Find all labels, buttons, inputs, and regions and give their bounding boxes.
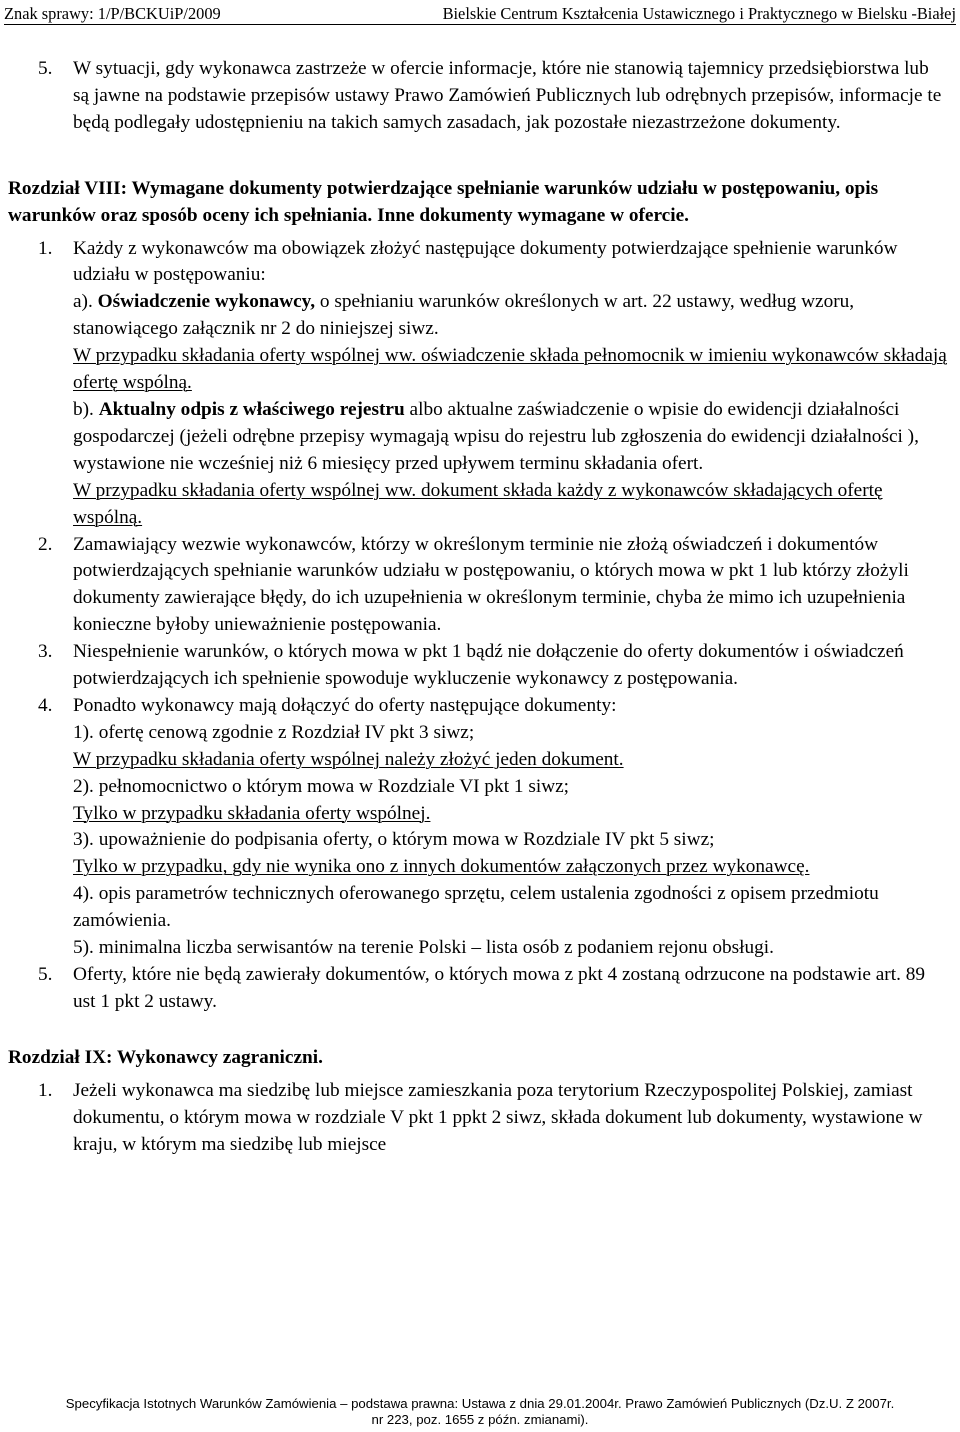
chapter-8-item-5 [8, 962, 948, 1016]
subitem-4: 4). opis parametrów technicznych oferowanego sprzętu, celem ustalenia zgodności z opisem przedmiotu zamówienia. [73, 883, 879, 932]
item-text: Jeżeli wykonawca ma siedzibę lub miejsce zamieszkania poza terytorium Rzeczypospolitej Polskiej, zamiast dokumentu, o którym mowa w rozdziale V pkt 1 ppkt 2 siwz, składa dokument lub dokumenty, wystawione w kraju, w którym ma siedzibę lub miejsce [73, 1079, 923, 1155]
subitem-2: 2). pełnomocnictwo o którym mowa w Rozdziale VI pkt 1 siwz; [73, 775, 570, 797]
chapter-9-heading: Rozdział IX: Wykonawcy zagraniczni. [8, 1046, 323, 1068]
item-number: 1. [38, 1079, 53, 1101]
subitem-1: 1). ofertę cenową zgodnie z Rozdział IV pkt 3 siwz; [73, 721, 475, 743]
subitem-label: a). [73, 291, 98, 313]
chapter-8-item-4 [8, 693, 948, 962]
document-body [8, 56, 948, 1158]
subitem-3: 3). upoważnienie do podpisania oferty, o którym mowa w Rozdziale IV pkt 5 siwz; [73, 829, 715, 851]
subitem-2-note: Tylko w przypadku składania oferty wspólnej. [73, 802, 431, 824]
item-text: W sytuacji, gdy wykonawca zastrzeże w ofercie informacje, które nie stanowią tajemnicy przedsiębiorstwa lub są jawne na podstawie przepisów ustawy Prawo Zamówień Publicznych lub odrębnych przepisów, informacje te będą podlegały udostępnieniu na takich samych zasadach, jak pozostałe niezastrzeżone dokumenty. [73, 58, 942, 133]
item-text: Każdy z wykonawców ma obowiązek złożyć następujące dokumenty potwierdzające spełnienie warunków udziału w postępowaniu: [73, 237, 898, 286]
chapter-8-item-3 [8, 639, 948, 693]
subitem-b-note: W przypadku składania oferty wspólnej ww. dokument składa każdy z wykonawców składających ofertę wspólną. [73, 479, 883, 528]
subitem-b [73, 397, 948, 478]
subitem-a [73, 289, 948, 343]
item-text: Niespełnienie warunków, o których mowa w pkt 1 bądź nie dołączenie do oferty dokumentów i oświadczeń potwierdzających ich spełnienie spowoduje wykluczenie wykonawcy z postępowania. [73, 641, 904, 690]
item-text: Zamawiający wezwie wykonawców, którzy w określonym terminie nie złożą oświadczeń i dokumentów potwierdzających spełnianie warunków udziału w postępowaniu, o których mowa w pkt 1 lub którzy złożyli dokumenty zawierające błędy, do ich uzupełnienia w określonym terminie, chyba że mimo ich uzupełnienia konieczne byłoby unieważnienie postępowania. [73, 533, 909, 636]
chapter-8-item-2 [8, 532, 948, 640]
subitem-text: albo aktualne zaświadczenie o wpisie do ewidencji działalności gospodarczej (jeżeli odrębne przepisy wymagają wpisu do rejestru lub zgłoszenia do ewidencji działalności ), wystawione nie wcześniej niż 6 miesięcy przed upływem terminu składania ofert. [73, 398, 919, 474]
item-number: 5. [38, 58, 53, 79]
institution-name: Bielskie Centrum Kształcenia Ustawicznego i Praktycznego w Bielsku -Białej [442, 4, 956, 23]
item-number: 2. [38, 533, 53, 555]
subitem-bold: Aktualny odpis z właściwego rejestru [98, 398, 405, 420]
subitem-5: 5). minimalna liczba serwisantów na terenie Polski – lista osób z podaniem rejonu obsługi. [73, 937, 774, 959]
item-number: 3. [38, 641, 53, 663]
subitem-text: o spełnianiu warunków określonych w art. 22 ustawy, według wzoru, stanowiącego załącznik nr 2 do niniejszej siwz. [73, 291, 855, 340]
item-number: 1. [38, 237, 53, 259]
subitem-label: b). [73, 398, 99, 420]
page-header [4, 2, 956, 25]
item-number: 4. [38, 694, 53, 716]
item-text: Oferty, które nie będą zawierały dokumentów, o których mowa z pkt 4 zostaną odrzucone na podstawie art. 89 ust 1 pkt 2 ustawy. [73, 964, 926, 1012]
case-number: Znak sprawy: 1/P/BCKUiP/2009 [4, 4, 221, 23]
footer-line-2: nr 223, poz. 1655 z późn. zmianami). [371, 1412, 589, 1427]
item-text: Ponadto wykonawcy mają dołączyć do oferty następujące dokumenty: [73, 694, 617, 716]
subitem-bold: Oświadczenie wykonawcy, [97, 291, 316, 313]
subitem-3-note: Tylko w przypadku, gdy nie wynika ono z innych dokumentów załączonych przez wykonawcę. [73, 856, 810, 878]
page-footer [0, 1396, 960, 1428]
subitem-1-note: W przypadku składania oferty wspólnej należy złożyć jeden dokument. [73, 748, 624, 770]
chapter-8-item-1 [8, 236, 948, 532]
chapter-9-item-1 [8, 1078, 948, 1159]
chapter-8-heading [8, 176, 948, 230]
footer-line-1: Specyfikacja Istotnych Warunków Zamówienia – podstawa prawna: Ustawa z dnia 29.01.2004r. Prawo Zamówień Publicznych (Dz.U. Z 2007r. [65, 1396, 895, 1411]
chapter-8-title-continued: Inne dokumenty wymagane w ofercie. [372, 204, 689, 226]
intro-item-5 [8, 56, 948, 137]
item-number: 5. [38, 964, 53, 985]
subitem-a-note: W przypadku składania oferty wspólnej ww. oświadczenie składa pełnomocnik w imieniu wykonawców składają ofertę wspólną. [73, 345, 947, 394]
chapter-8-title: Rozdział VIII: Wymagane dokumenty potwierdzające spełnianie warunków udziału w postępowaniu, opis warunków oraz sposób oceny ich spełniania. [8, 177, 879, 226]
